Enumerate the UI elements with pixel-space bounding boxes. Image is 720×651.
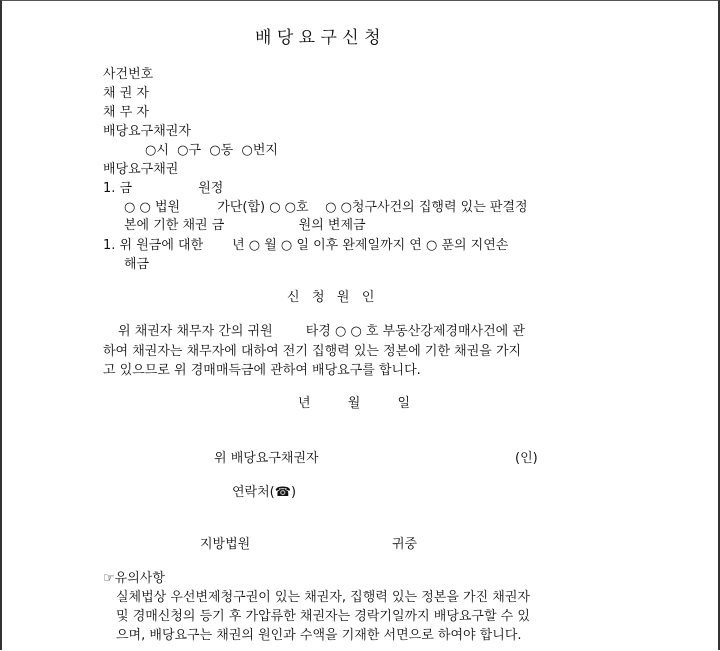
claim-header: 배당요구채권 [103, 162, 179, 177]
note-line-1: 실체법상 우선변제청구권이 있는 채권자, 집행력 있는 정본을 가진 채권자 [116, 590, 530, 605]
notes-header: ☞유의사항 [103, 571, 165, 586]
date-line: 년 월 일 [298, 396, 411, 411]
document-title: 배 당 요 구 신 청 [255, 28, 381, 48]
note-line-2: 및 경매신청의 등기 후 가압류한 채권자는 경락기일까지 배당요구할 수 있 [116, 609, 530, 624]
signer-label: 위 배당요구채권자 [214, 451, 319, 466]
case-number-label: 사건번호 [103, 67, 154, 82]
claim-principal-line: 1. 금 원정 [103, 181, 224, 196]
interest-line-2: 해금 [124, 257, 150, 272]
interest-line-1: 1. 위 원금에 대한 년 ○ 월 ○ 일 이후 완제일까지 연 ○ 푼의 지연손 [103, 238, 509, 253]
note-line-3: 으며, 배당요구는 채권의 원인과 수액을 기재한 서면으로 하여야 합니다. [116, 628, 522, 643]
reason-line-3: 고 있으므로 위 경매매득금에 관하여 배당요구를 합니다. [103, 363, 421, 378]
claim-detail-line-2: 본에 기한 채권 금 원의 변제금 [124, 218, 366, 233]
claimant-address: ○시 ○구 ○동 ○번지 [145, 143, 278, 158]
reason-line-1: 위 채권자 채무자 간의 귀원 타경 ○ ○ 호 부동산강제경매사건에 관 [118, 324, 525, 339]
seal-mark: (인) [515, 451, 538, 466]
court-suffix: 귀중 [392, 537, 418, 552]
claimant-label: 배당요구채권자 [103, 124, 191, 139]
court-label: 지방법원 [200, 537, 251, 552]
contact-label: 연락처(☎) [232, 485, 297, 500]
debtor-label: 채 무 자 [103, 105, 149, 120]
reason-title: 신 청 원 인 [287, 290, 375, 305]
claim-detail-line-1: ○ ○ 법원 가단(합) ○ ○호 ○ ○청구사건의 집행력 있는 판결정 [124, 200, 528, 215]
creditor-label: 채 권 자 [103, 86, 149, 101]
reason-line-2: 하여 채권자는 채무자에 대하여 전기 집행력 있는 정본에 기한 채권을 가지 [103, 344, 522, 359]
